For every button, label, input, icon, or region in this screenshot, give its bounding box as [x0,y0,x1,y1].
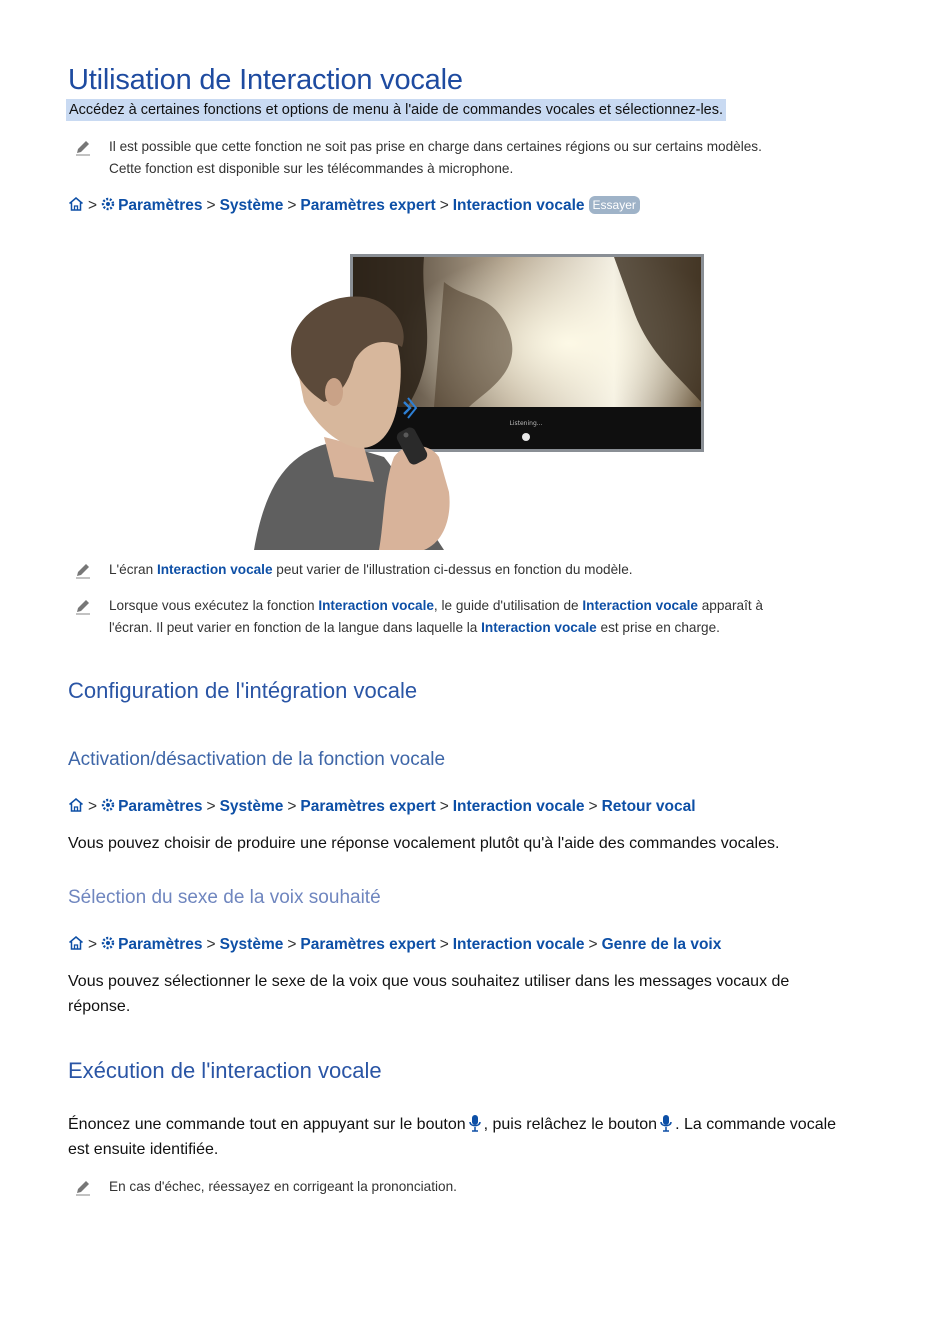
home-icon [68,797,84,813]
voice-interaction-illustration [254,252,706,550]
paragraph-line: réponse. [68,998,131,1015]
breadcrumb-item[interactable]: Genre de la voix [601,936,722,953]
note-illustration [74,559,884,581]
microphone-icon [659,1114,673,1132]
breadcrumb-item[interactable]: Interaction vocale [452,936,585,953]
term-voice-interaction: Interaction vocale [318,598,434,613]
note-text: En cas d'échec, réessayez en corrigeant la prononciation. [109,1179,457,1194]
pencil-icon [74,1178,92,1196]
note-text: apparaît à [697,598,763,613]
note-text: Lorsque vous exécutez la fonction [109,598,319,613]
paragraph-text: est ensuite identifiée. [68,1141,219,1158]
subsection-heading: Sélection du sexe de la voix souhaité [68,887,381,908]
note-line: Cette fonction est disponible sur les télécommandes à microphone. [109,161,514,176]
home-icon [68,196,84,212]
term-voice-interaction: Interaction vocale [582,598,698,613]
note-guide [74,595,884,639]
pencil-icon [74,561,92,579]
breadcrumb: > Paramètres > Système > Paramètres expert > Interaction vocale > Genre de la voix [68,933,721,957]
page-title: Utilisation de Interaction vocale [68,64,463,96]
note-text: est prise en charge. [596,620,720,635]
paragraph-text: Énoncez une commande tout en appuyant sur le bouton [68,1116,466,1133]
gear-icon [101,798,115,812]
subsection-heading: Activation/désactivation de la fonction vocale [68,749,446,770]
note-line: Il est possible que cette fonction ne soit pas prise en charge dans certaines régions ou sur certains modèles. [109,139,762,154]
breadcrumb-item[interactable]: Paramètres expert [300,798,436,815]
note-text: peut varier de l'illustration ci-dessus en fonction du modèle. [272,562,633,577]
breadcrumb-item[interactable]: Paramètres expert [300,197,436,214]
section-heading: Configuration de l'intégration vocale [68,678,418,703]
breadcrumb-item[interactable]: Système [219,197,284,214]
paragraph [68,969,898,1019]
note-text: l'écran. Il peut varier en fonction de la langue dans laquelle la [109,620,482,635]
microphone-icon [468,1114,482,1132]
breadcrumb-item[interactable]: Système [219,936,284,953]
breadcrumb-item[interactable]: Paramètres expert [300,936,436,953]
breadcrumb-item[interactable]: Interaction vocale [452,197,585,214]
gear-icon [101,936,115,950]
breadcrumb-item[interactable]: Système [219,798,284,815]
paragraph-line: Vous pouvez sélectionner le sexe de la voix que vous souhaitez utiliser dans les messages vocaux de [68,973,790,990]
breadcrumb: > Paramètres > Système > Paramètres expert > Interaction vocale Essayer [68,194,640,218]
section-heading: Exécution de l'interaction vocale [68,1058,382,1083]
note-text: L'écran [109,562,157,577]
gear-icon [101,197,115,211]
paragraph-text: , puis relâchez le bouton [483,1116,658,1133]
term-voice-interaction: Interaction vocale [156,562,273,577]
breadcrumb-item[interactable]: Interaction vocale [452,798,585,815]
note-text: , le guide d'utilisation de [433,598,583,613]
note-failure [74,1176,884,1198]
breadcrumb-item[interactable]: Paramètres [118,936,203,953]
breadcrumb-item[interactable]: Paramètres [118,197,203,214]
home-icon [68,935,84,951]
breadcrumb-item[interactable]: Paramètres [118,798,203,815]
note-availability [74,136,884,180]
pencil-icon [74,597,92,615]
term-voice-interaction: Interaction vocale [481,620,597,635]
paragraph-text: . La commande vocale [675,1116,837,1133]
page-subtitle: Accédez à certaines fonctions et options de menu à l'aide de commandes vocales et sélectionnez-les. [66,99,726,121]
paragraph: Vous pouvez choisir de produire une réponse vocalement plutôt qu'à l'aide des commandes vocales. [68,835,780,852]
paragraph [68,1112,908,1162]
pencil-icon [74,138,92,156]
breadcrumb: > Paramètres > Système > Paramètres expert > Interaction vocale > Retour vocal [68,795,696,819]
screen-caption: Listening... [509,420,543,427]
breadcrumb-item[interactable]: Retour vocal [601,798,696,815]
try-now-badge[interactable]: Essayer [589,196,640,214]
